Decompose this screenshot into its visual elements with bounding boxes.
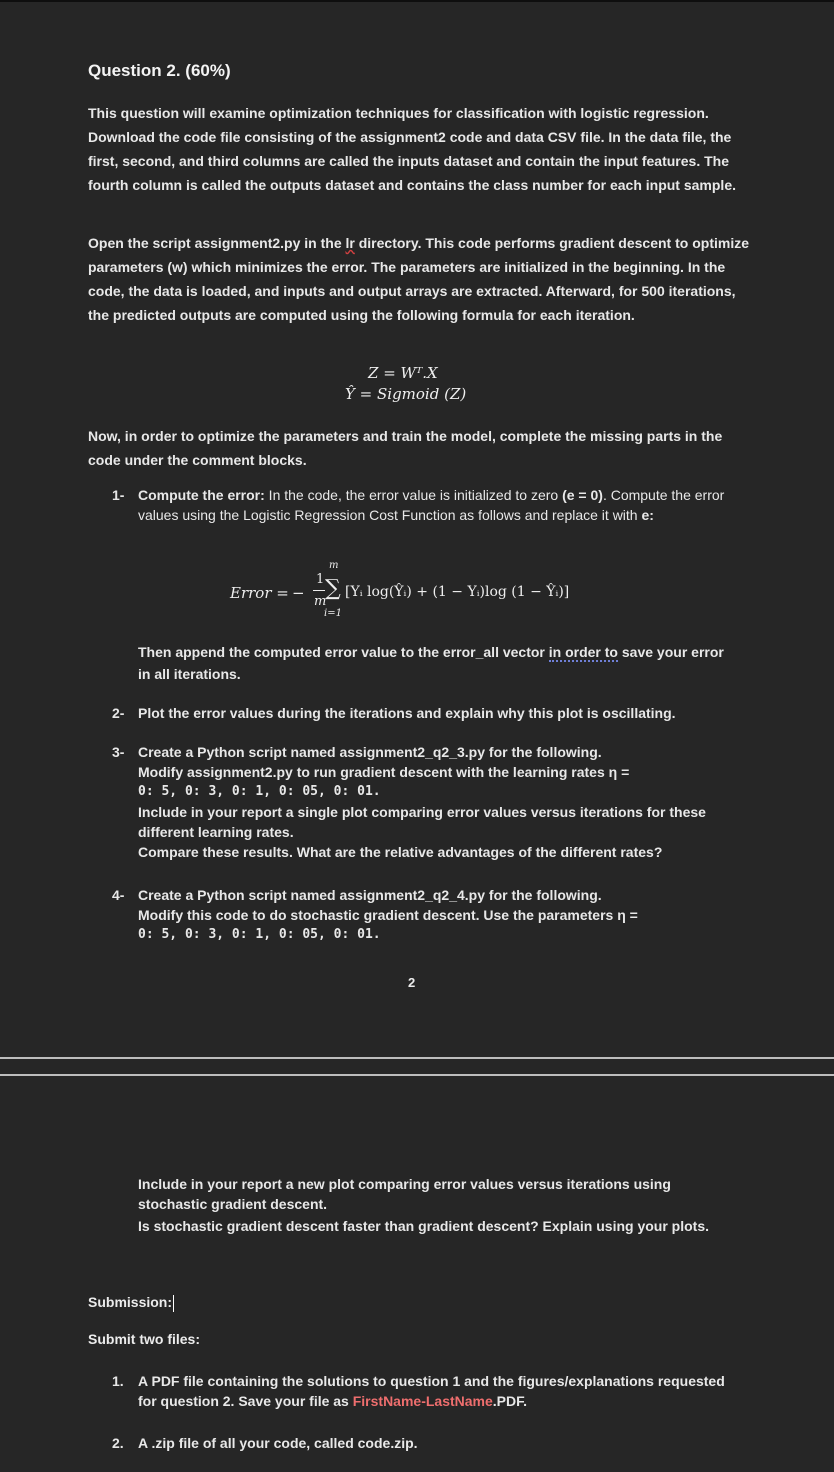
- now-paragraph: Now, in order to optimize the parameters and train the model, complete the missing parts in the code under the comment blocks.: [88, 428, 723, 468]
- item-1-bold: Compute the error:: [138, 487, 265, 503]
- list-item-3: 3- Create a Python script named assignment2_q2_3.py for the following. Modify assignment2.py to run gradient descent with the learning rates η = 0: 5, 0: 3, 0: 1, 0: 05, 0: 01. Include in your report a single plot comparing error values versus iterations for these different learning rates. Compare these results. What are the relative advantages of the different rates?: [112, 744, 706, 860]
- sum-symbol: ∑: [325, 576, 341, 601]
- item-number: 1-: [112, 487, 125, 503]
- equation-z: Z = Wᵀ.X: [368, 364, 438, 382]
- submission-item-1: 1. A PDF file containing the solutions to question 1 and the figures/explanations requested for question 2. Save your file as FirstName-LastName.PDF.: [112, 1373, 725, 1409]
- list-item-2: 2- Plot the error values during the iterations and explain why this plot is oscillating.: [112, 705, 676, 721]
- equation-sigmoid: Ŷ = Sigmoid (Z): [345, 385, 467, 403]
- lr-directory: lr: [345, 235, 355, 251]
- filename-highlight: FirstName-LastName: [352, 1393, 493, 1409]
- list-item-4: 4- Create a Python script named assignment2_q2_4.py for the following. Modify this code to do stochastic gradient descent. Use the parameters η = 0: 5, 0: 3, 0: 1, 0: 05, 0: 01.: [112, 887, 638, 942]
- page-separator-top: [0, 1057, 834, 1059]
- append-paragraph: Then append the computed error value to the error_all vector in order to save your error in all iterations.: [138, 644, 724, 682]
- continued-paragraph: Include in your report a new plot comparing error values versus iterations using stochastic gradient descent. Is stochastic gradient descent faster than gradient descent? Explain using your plots.: [138, 1176, 710, 1234]
- question-title: Question 2. (60%): [88, 61, 231, 80]
- list-item-1: 1- Compute the error: In the code, the error value is initialized to zero (e = 0). Compute the error values using the Logistic Regression Cost Function as follows and replace it with e:: [112, 487, 725, 523]
- submission-heading[interactable]: Submission:: [88, 1294, 173, 1310]
- open-script-paragraph: Open the script assignment2.py in the lr directory. This code performs gradient descent to optimize parameters (w) which minimizes the error. The parameters are initialized in the beginning. In the code, the data is loaded, and inputs and output arrays are extracted. Afterward, for 500 iterations, the predicted outputs are computed using the following formula for each iteration.: [88, 235, 749, 323]
- page-separator-bottom: [0, 1074, 834, 1076]
- submit-two-files: Submit two files:: [88, 1331, 200, 1347]
- top-border: [0, 0, 834, 2]
- text-cursor: [173, 1295, 174, 1312]
- page-number: 2: [408, 975, 416, 990]
- intro-paragraph: This question will examine optimization techniques for classification with logistic regression. Download the code file consisting of the assignment2 code and data CSV file. In the data file, the first, second, and third columns are called the inputs dataset and contain the input features. The fourth column is called the outputs dataset and contains the class number for each input sample.: [88, 105, 736, 193]
- submission-item-2: 2. A .zip file of all your code, called code.zip.: [112, 1435, 418, 1451]
